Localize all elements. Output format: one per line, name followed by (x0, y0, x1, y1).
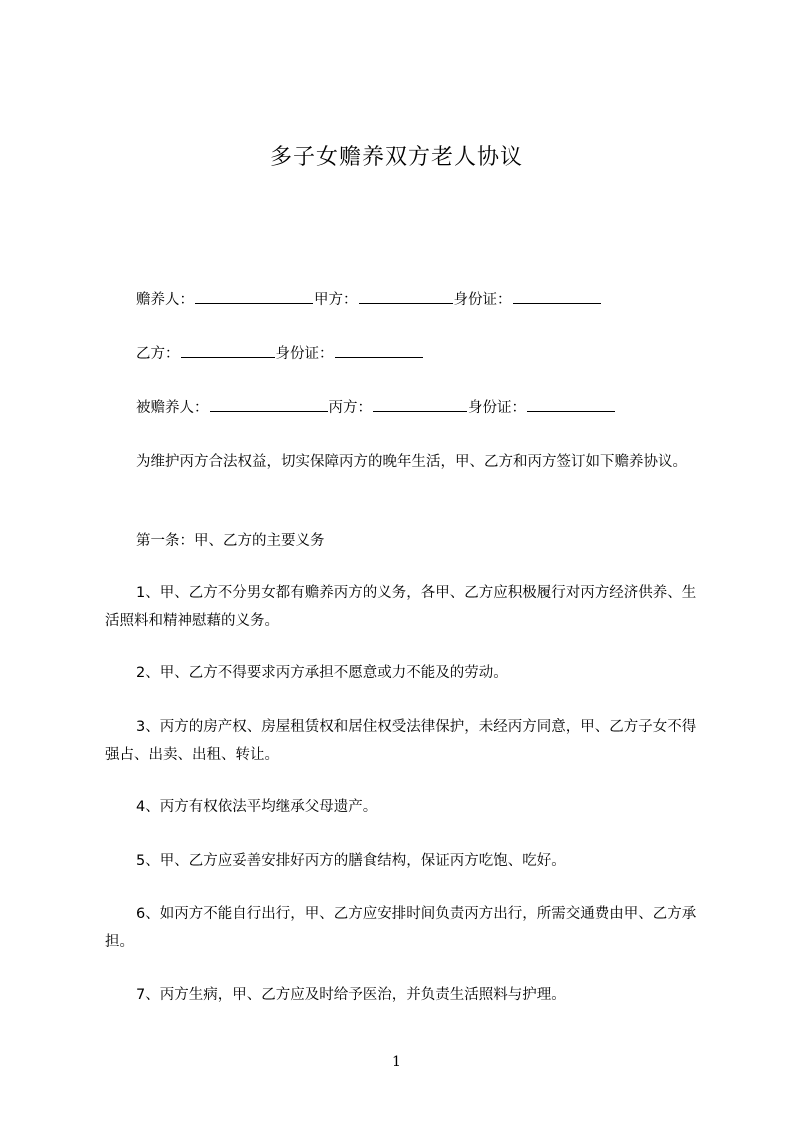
item-4 (105, 793, 710, 821)
id-label-2: 身份证： (275, 346, 334, 362)
item-1 (105, 579, 710, 635)
item-3 (105, 713, 710, 769)
id-blank-3[interactable] (527, 397, 615, 412)
id-label-3: 身份证： (468, 400, 526, 416)
party-a-blank[interactable] (359, 289, 453, 304)
item-4-text: 4、丙方有权依法平均继承父母遗产。 (136, 799, 378, 815)
id-blank-2[interactable] (335, 343, 423, 358)
item-2 (105, 659, 710, 687)
article1-heading (105, 527, 710, 555)
intro-paragraph (105, 448, 710, 476)
party-c-label: 丙方： (328, 400, 372, 416)
supported-line (136, 394, 616, 422)
item-6-text: 6、如丙方不能自行出行，甲、乙方应安排时间负责丙方出行，所需交通费由甲、乙方承担。 (105, 906, 697, 950)
article1-heading-text: 第一条：甲、乙方的主要义务 (136, 533, 325, 549)
supporter-blank[interactable] (195, 289, 313, 304)
item-7-text: 7、丙方生病，甲、乙方应及时给予医治，并负责生活照料与护理。 (136, 987, 566, 1003)
party-a-label: 甲方： (314, 292, 358, 308)
item-1-text: 1、甲、乙方不分男女都有赡养丙方的义务，各甲、乙方应积极履行对丙方经济供养、生活照料和精神慰藉的义务。 (105, 585, 697, 629)
item-3-text: 3、丙方的房产权、房屋租赁权和居住权受法律保护，未经丙方同意，甲、乙方子女不得强占、出卖、出租、转让。 (105, 719, 697, 763)
page-number: 1 (392, 1054, 401, 1070)
item-5 (105, 847, 710, 875)
item-6 (105, 900, 710, 956)
supporter-line (136, 286, 602, 314)
intro-text: 为维护丙方合法权益，切实保障丙方的晚年生活，甲、乙方和丙方签订如下赡养协议。 (136, 454, 687, 470)
party-c-blank[interactable] (373, 397, 467, 412)
supported-blank[interactable] (210, 397, 328, 412)
item-5-text: 5、甲、乙方应妥善安排好丙方的膳食结构，保证丙方吃饱、吃好。 (136, 853, 566, 869)
item-7 (105, 981, 710, 1009)
id-blank-1[interactable] (513, 289, 601, 304)
supported-label: 被赡养人： (136, 400, 209, 416)
party-b-blank[interactable] (181, 343, 275, 358)
supporter-label: 赡养人： (136, 292, 194, 308)
party-b-label: 乙方： (136, 346, 180, 362)
party-b-line (136, 340, 424, 368)
item-2-text: 2、甲、乙方不得要求丙方承担不愿意或力不能及的劳动。 (136, 665, 508, 681)
id-label-1: 身份证： (453, 292, 512, 308)
document-title: 多子女赡养双方老人协议 (269, 145, 523, 170)
